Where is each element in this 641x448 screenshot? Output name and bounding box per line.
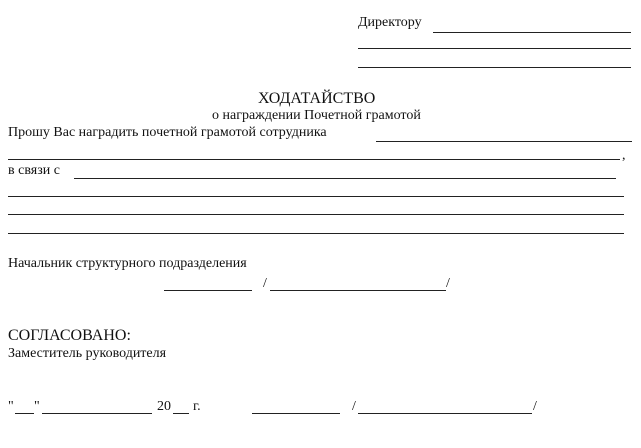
document-subtitle: о награждении Почетной грамотой bbox=[212, 108, 421, 123]
deputy-slash-end: / bbox=[533, 399, 537, 414]
reason-line-4[interactable] bbox=[8, 233, 624, 234]
reason-line-1[interactable] bbox=[74, 178, 616, 179]
date-year-prefix: 20 bbox=[157, 399, 171, 414]
employee-line-2[interactable] bbox=[8, 159, 620, 160]
director-line-2[interactable] bbox=[358, 48, 631, 49]
deputy-slash: / bbox=[352, 399, 356, 414]
agreed-label: СОГЛАСОВАНО: bbox=[8, 327, 131, 344]
reason-line-3[interactable] bbox=[8, 214, 624, 215]
date-year-line[interactable] bbox=[173, 413, 189, 414]
date-quote-open: " bbox=[8, 399, 14, 414]
date-month-line[interactable] bbox=[42, 413, 152, 414]
employee-name-line[interactable] bbox=[376, 141, 632, 142]
head-signature-line[interactable] bbox=[164, 290, 252, 291]
director-name-line[interactable] bbox=[433, 32, 631, 33]
deputy-name-line[interactable] bbox=[358, 413, 532, 414]
comma-mark: , bbox=[622, 148, 626, 163]
date-quote-close: " bbox=[34, 399, 40, 414]
deputy-signature-line[interactable] bbox=[252, 413, 340, 414]
head-slash-end: / bbox=[446, 276, 450, 291]
request-text: Прошу Вас наградить почетной грамотой сотрудника bbox=[8, 125, 327, 140]
date-year-suffix: г. bbox=[193, 399, 201, 414]
reason-line-2[interactable] bbox=[8, 196, 624, 197]
director-label: Директору bbox=[358, 15, 422, 30]
document-title: ХОДАТАЙСТВО bbox=[258, 90, 376, 107]
deputy-label: Заместитель руководителя bbox=[8, 346, 167, 361]
head-name-line[interactable] bbox=[270, 290, 446, 291]
head-label: Начальник структурного подразделения bbox=[8, 256, 247, 271]
director-line-3[interactable] bbox=[358, 67, 631, 68]
reason-label: в связи с bbox=[8, 163, 60, 178]
date-day-line[interactable] bbox=[15, 413, 34, 414]
head-slash: / bbox=[263, 276, 267, 291]
